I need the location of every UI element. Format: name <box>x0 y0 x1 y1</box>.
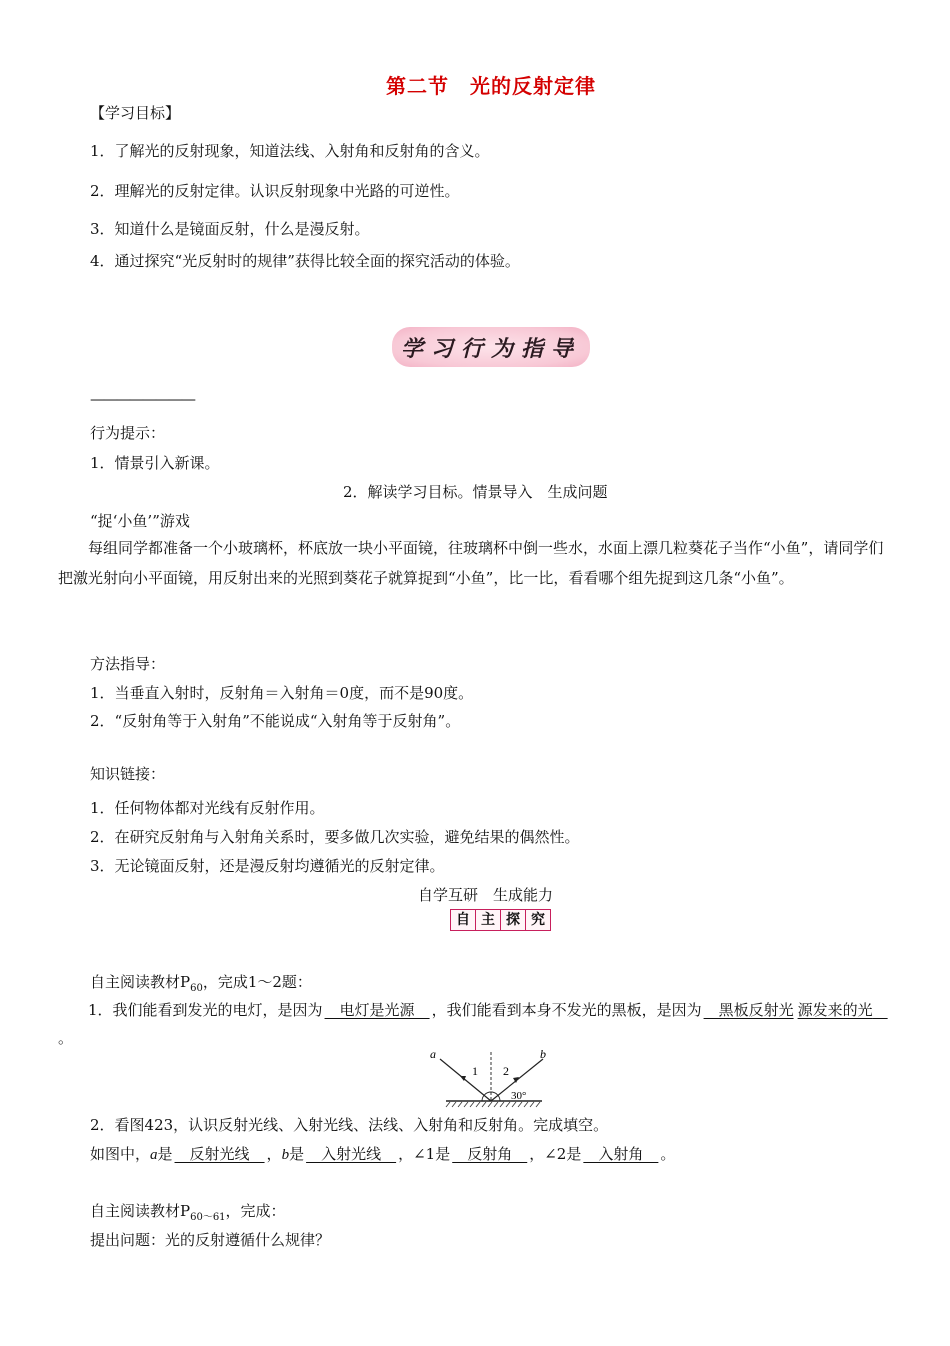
answer-blank: 黑板反射光 <box>703 1001 794 1019</box>
knowledge-item: 1．任何物体都对光线有反射作用。 <box>90 799 325 817</box>
page-title: 第二节 光的反射定律 <box>386 74 596 98</box>
knowledge-item: 2．在研究反射角与入射角关系时，要多做几次实验，避免结果的偶然性。 <box>90 828 580 846</box>
dash-rule: ———————— <box>90 390 194 408</box>
question-1: 1．我们能看到发光的电灯，是因为 电灯是光源 ，我们能看到本身不发光的黑板，是因为 黑板反射光 源发来的光 。 <box>58 1001 888 1047</box>
angle-2-label: 2 <box>503 1064 509 1078</box>
reflection-diagram <box>428 1049 548 1111</box>
objective-item: 4．通过探究“光反射时的规律”获得比较全面的探究活动的体验。 <box>90 252 520 270</box>
objectives-heading: 【学习目标】 <box>90 104 181 122</box>
angle-30-label: 30° <box>511 1090 527 1102</box>
answer-blank: 入射角 <box>583 1145 659 1163</box>
objective-item: 1．了解光的反射现象，知道法线、入射角和反射角的含义。 <box>90 142 490 160</box>
answer-blank: 源发来的光 <box>797 1001 888 1019</box>
section-heading: 自学互研 生成能力 <box>418 886 554 904</box>
question-2-blanks: 如图中，a是 反射光线 ，b是 入射光线 ，∠1是 反射角 ，∠2是 入射角 。 <box>90 1145 676 1163</box>
reflected-ray <box>440 1059 491 1101</box>
section-banner: 学习行为指导 <box>392 327 590 367</box>
knowledge-item: 3．无论镜面反射，还是漫反射均遵循光的反射定律。 <box>90 857 445 875</box>
answer-blank: 反射角 <box>452 1145 528 1163</box>
game-title: “捉‘小鱼’”游戏 <box>90 512 190 530</box>
behavior-heading: 行为提示： <box>90 424 166 442</box>
badge-char: 自 <box>451 910 476 930</box>
answer-blank: 电灯是光源 <box>324 1001 430 1019</box>
game-text: 每组同学都准备一个小玻璃杯，杯底放一块小平面镜，往玻璃杯中倒一些水，水面上漂几粒葵花子当作“小鱼”，请同学们把激光射向小平面镜，用反射出来的光照到葵花子就算捉到“小鱼”，比一比，看看哪个组先捉到这几条“小鱼”。 <box>58 539 884 587</box>
objective-item: 2．理解光的反射定律。认识反射现象中光路的可逆性。 <box>90 182 460 200</box>
label-b: b <box>540 1049 546 1061</box>
label-a: a <box>430 1049 436 1061</box>
question-2: 2．看图423，认识反射光线、入射光线、法线、入射角和反射角。完成填空。 <box>90 1116 609 1134</box>
method-heading: 方法指导： <box>90 655 166 673</box>
reading-instruction: 自主阅读教材$P_{60\sim 61}$，完成： <box>90 1202 286 1223</box>
knowledge-heading: 知识链接： <box>90 765 166 783</box>
badge-char: 主 <box>476 910 501 930</box>
answer-blank: 反射光线 <box>174 1145 265 1163</box>
section-badge <box>450 909 551 931</box>
method-item: 2．“反射角等于入射角”不能说成“入射角等于反射角”。 <box>90 712 461 730</box>
angle-1-label: 1 <box>472 1064 478 1078</box>
question-prompt: 提出问题：光的反射遵循什么规律？ <box>90 1231 331 1249</box>
mirror-hatching <box>446 1102 540 1107</box>
badge-char: 究 <box>526 910 550 930</box>
reading-instruction: 自主阅读教材$P_{60}$，完成1～2题： <box>90 973 312 994</box>
behavior-item: 2．解读学习目标。情景导入 生成问题 <box>343 483 608 501</box>
badge-char: 探 <box>501 910 526 930</box>
method-item: 1．当垂直入射时，反射角＝入射角＝0度，而不是90度。 <box>90 684 474 702</box>
behavior-item: 1．情景引入新课。 <box>90 454 220 472</box>
answer-blank: 入射光线 <box>306 1145 397 1163</box>
objective-item: 3．知道什么是镜面反射，什么是漫反射。 <box>90 220 370 238</box>
